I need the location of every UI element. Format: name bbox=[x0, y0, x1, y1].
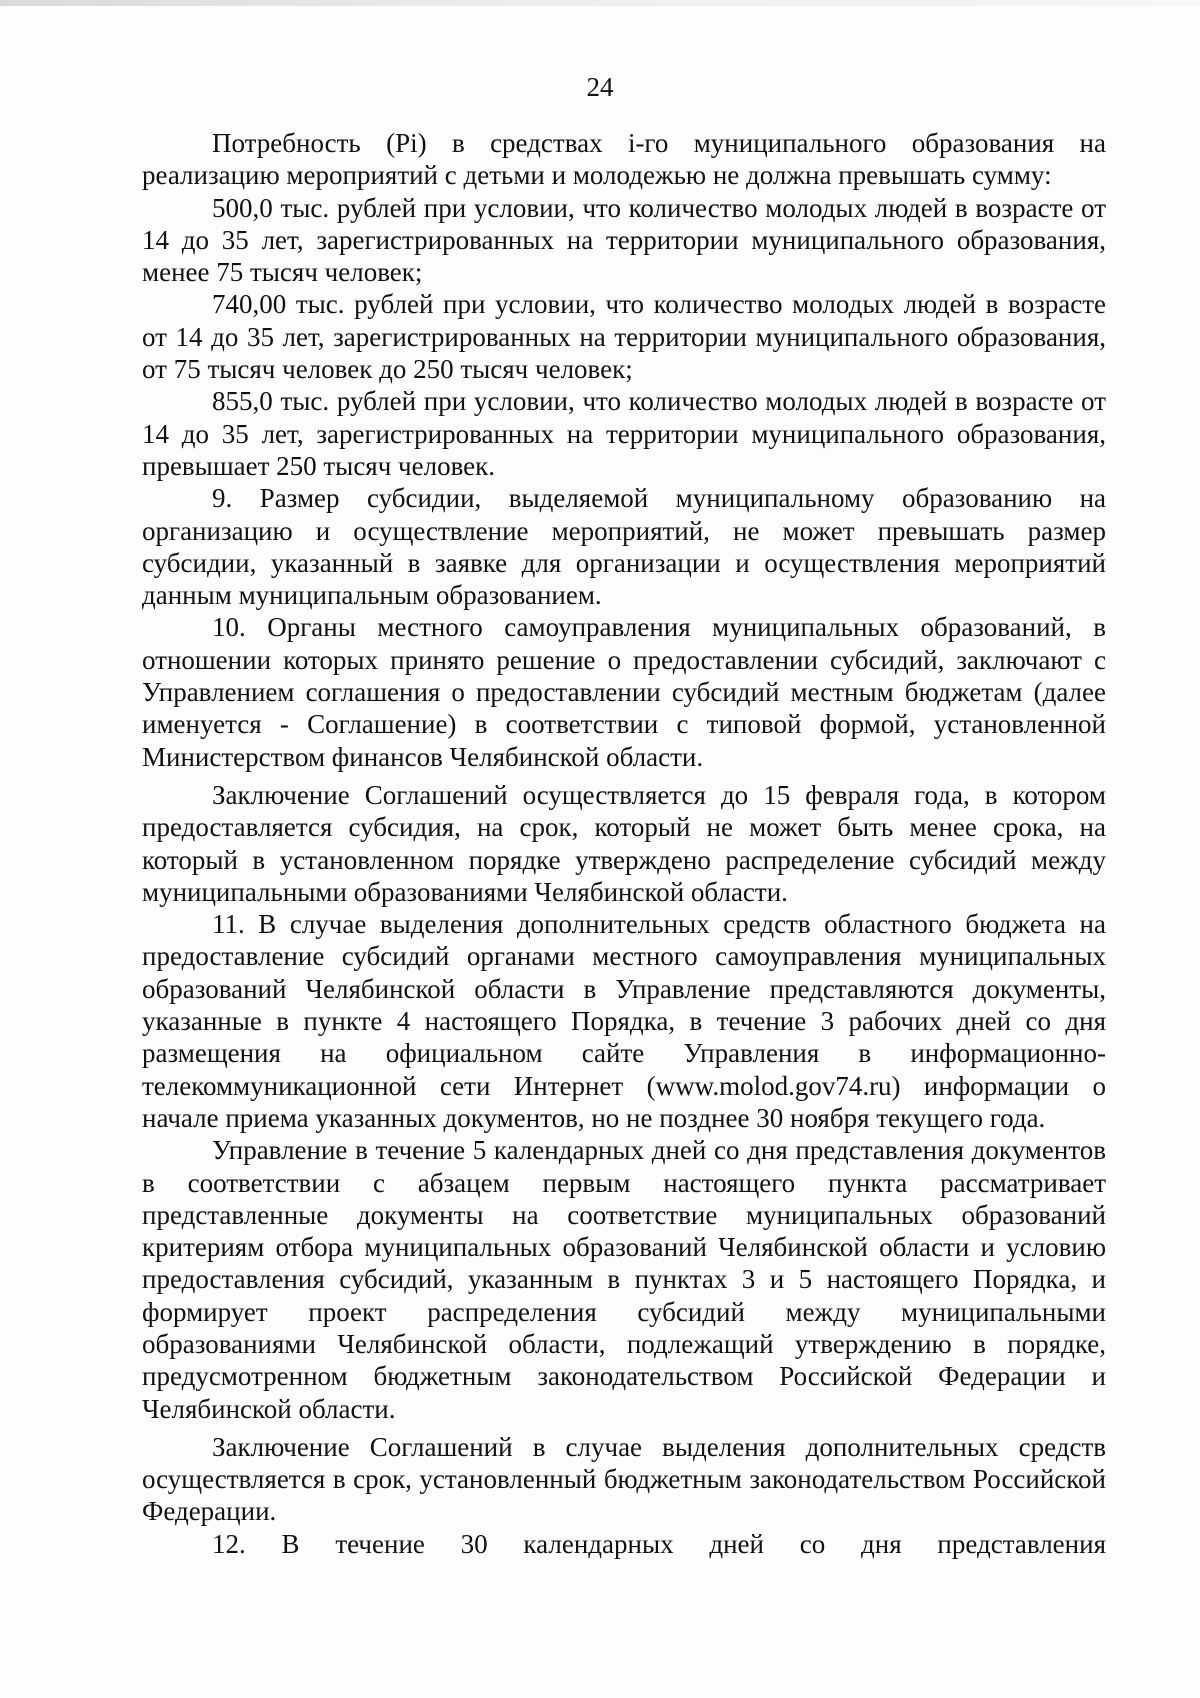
page-number: 24 bbox=[586, 72, 614, 102]
paragraph-amount-500: 500,0 тыс. рублей при условии, что количество молодых людей в возрасте от 14 до 35 лет, зарегистрированных на территории муниципального образования, менее 75 тысяч человек; bbox=[142, 192, 1106, 288]
paragraph-amount-855: 855,0 тыс. рублей при условии, что количество молодых людей в возрасте от 14 до 35 лет, зарегистрированных на территории муниципального образования, превышает 250 тысяч человек. bbox=[142, 386, 1106, 481]
paragraph-item-10: 10. Органы местного самоуправления муниципальных образований, в отношении которых принято решение о предоставлении субсидий, заключают с Управлением соглашения о предоставлении субсидий местным бюджетам (далее именуется - Соглашение) в соответствии с типовой формой, установленной Министерством финансов Челябинской области. bbox=[142, 612, 1106, 772]
paragraph-agreement-conclusion: Заключение Соглашений осуществляется до 15 февраля года, в котором предоставляется субсидия, на срок, который не может быть менее срока, на который в установленном порядке утверждено распределение субсидий между муниципальными образованиями Челябинской области. bbox=[142, 779, 1106, 907]
paragraph-need: Потребность (Pi) в средствах i-го муниципального образования на реализацию мероприятий с детьми и молодежью не должна превышать сумму: bbox=[142, 128, 1106, 191]
scan-edge bbox=[0, 0, 1200, 6]
paragraph-item-12: 12. В течение 30 календарных дней со дня представления bbox=[212, 1528, 1106, 1559]
paragraph-review: Управление в течение 5 календарных дней со дня представления документов в соответствии с абзацем первым настоящего пункта рассматривает представленные документы на соответствие муниципальных образований критериям отбора муниципальных образований Челябинской области и условию предоставления субсидий, указанным в пунктах 3 и 5 настоящего Порядка, и формирует проект распределения субсидий между муниципальными образованиями Челябинской области, подлежащий утверждению в порядке, предусмотренном бюджетным законодательством Российской Федерации и Челябинской области. bbox=[142, 1135, 1106, 1424]
paragraph-amount-740: 740,00 тыс. рублей при условии, что количество молодых людей в возрасте от 14 до 35 лет, зарегистрированных на территории муниципального образования, от 75 тысяч человек до 250 тысяч человек; bbox=[142, 289, 1106, 385]
paragraph-item-9: 9. Размер субсидии, выделяемой муниципальному образованию на организацию и осуществление мероприятий, не может превышать размер субсидии, указанный в заявке для организации и осуществления мероприятий данным муниципальным образованием. bbox=[142, 483, 1106, 611]
document-body bbox=[142, 127, 1106, 1560]
paragraph-item-11: 11. В случае выделения дополнительных средств областного бюджета на предоставление субсидий органами местного самоуправления муниципальных образований Челябинской области в Управление представляются документы, указанные в пункте 4 настоящего Порядка, в течение 3 рабочих дней со дня размещения на официальном сайте Управления в информационно-телекоммуникационной сети Интернет (www.molod.gov74.ru) информации о начале приема указанных документов, но не позднее 30 ноября текущего года. bbox=[142, 909, 1106, 1133]
paragraph-additional-funds: Заключение Соглашений в случае выделения дополнительных средств осуществляется в срок, установленный бюджетным законодательством Российской Федерации. bbox=[142, 1431, 1106, 1527]
